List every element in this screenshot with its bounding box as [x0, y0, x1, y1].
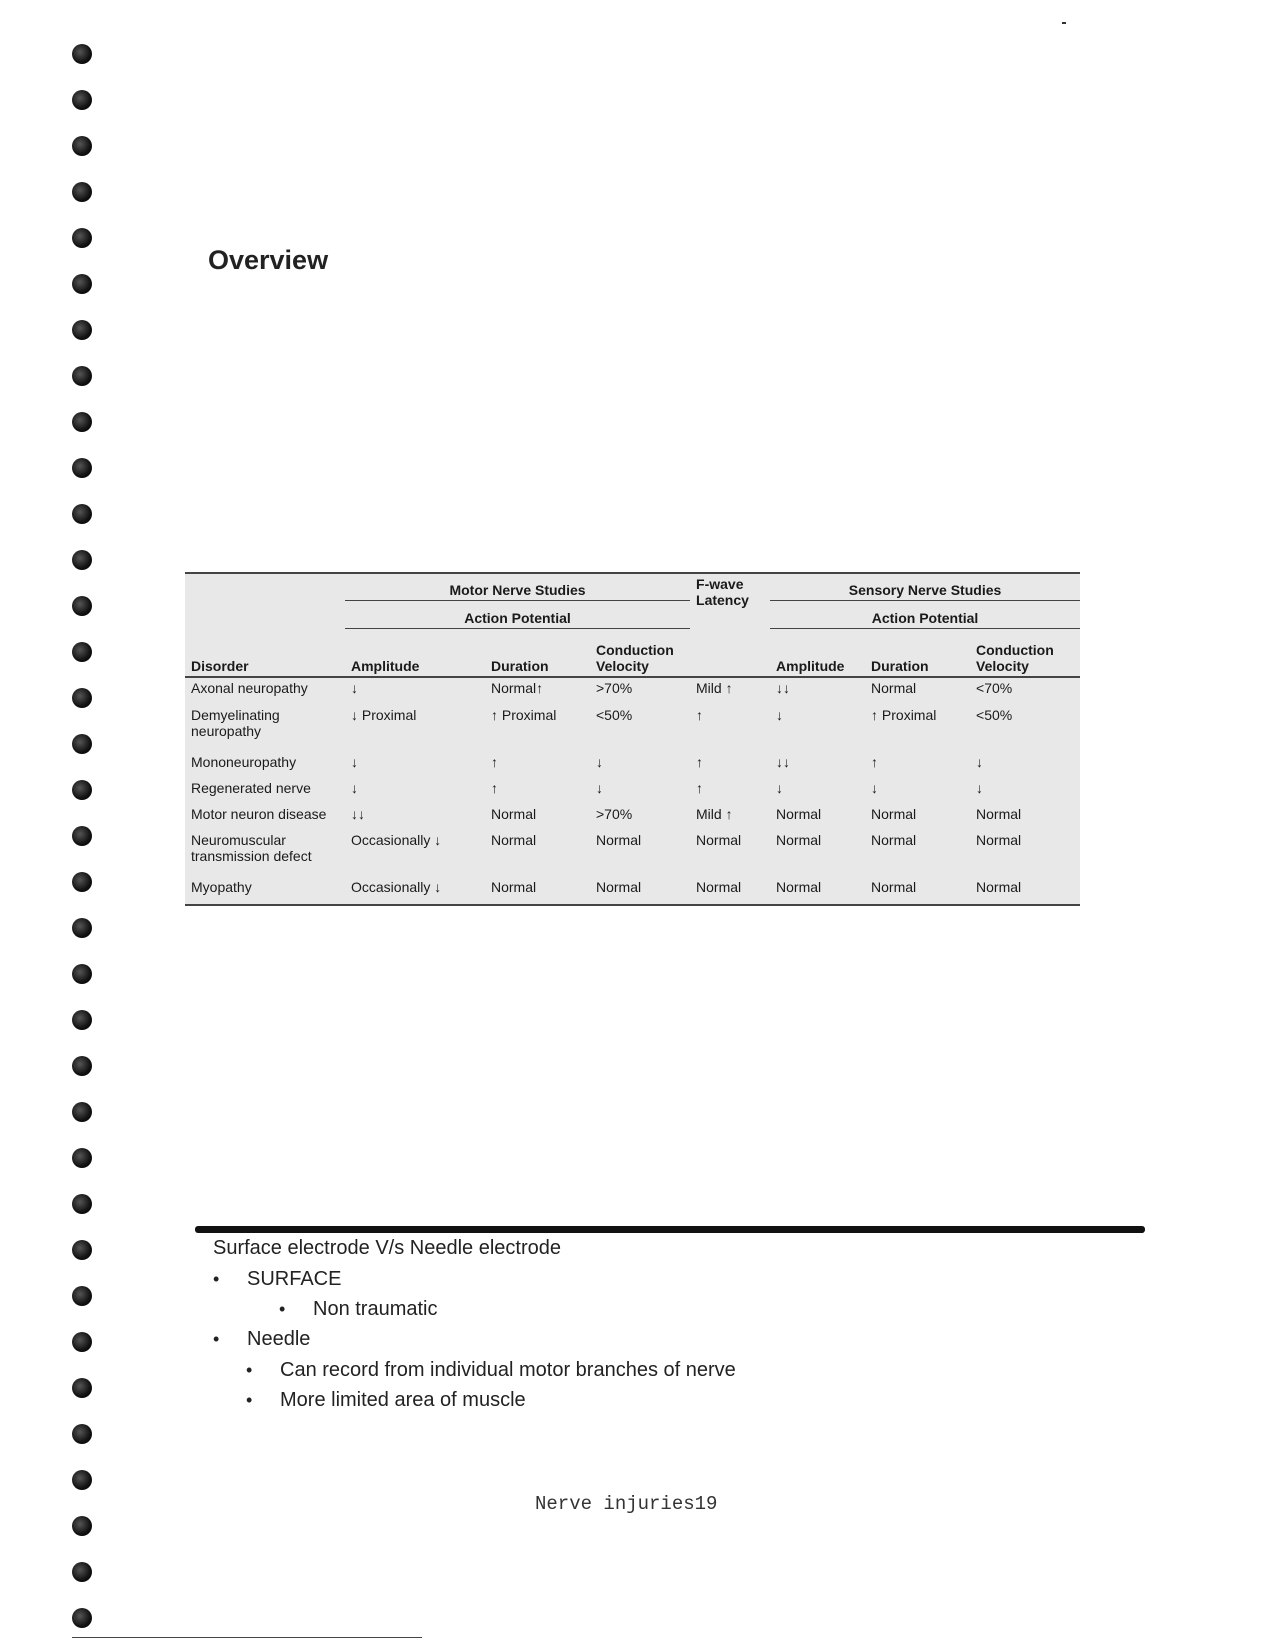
bottom-rule: [72, 1637, 422, 1638]
table-row: [185, 830, 1080, 877]
binder-hole: [72, 872, 92, 892]
cell-value: Normal: [491, 806, 537, 823]
bullet-item: • Needle: [247, 1324, 310, 1354]
binder-hole: [72, 182, 92, 202]
cell-disorder: Myopathy: [185, 877, 345, 905]
cell-value: ↓ Proximal: [351, 706, 417, 723]
binder-hole: [72, 734, 92, 754]
binder-hole: [72, 1378, 92, 1398]
binder-hole: [72, 412, 92, 432]
binder-hole: [72, 550, 92, 570]
cell-value: Normal: [976, 806, 1022, 823]
table-row: [185, 778, 1080, 804]
cell-value: Normal↑: [491, 680, 544, 697]
binder-hole: [72, 1056, 92, 1076]
cell-value: ↑: [696, 706, 704, 723]
binder-hole: [72, 964, 92, 984]
cell-value: ↓↓: [351, 806, 365, 823]
cell-value: ↓: [776, 780, 784, 797]
col-disorder: Disorder: [185, 628, 345, 677]
binder-hole: [72, 826, 92, 846]
cell-value: Normal: [696, 832, 742, 849]
binder-hole: [72, 366, 92, 386]
header-spacer: [185, 574, 345, 601]
bullet-item: • SURFACE: [247, 1264, 341, 1294]
binder-hole: [72, 1608, 92, 1628]
cell-value: ↑: [871, 753, 879, 770]
cell-value: <50%: [976, 706, 1013, 723]
col-motor-velocity: Conduction Velocity: [590, 628, 690, 677]
motor-action-potential-header: Action Potential: [345, 601, 690, 628]
cell-value: Normal: [776, 832, 822, 849]
cell-value: ↓: [871, 780, 879, 797]
binder-hole: [72, 780, 92, 800]
binder-hole: [72, 1148, 92, 1168]
cell-value: ↓: [596, 780, 603, 797]
cell-value: Mild ↑: [696, 680, 733, 697]
cell-disorder: Demyelinating neuropathy: [191, 706, 280, 739]
cell-value: Normal: [485, 877, 590, 905]
cell-value: Normal: [596, 832, 642, 849]
nerve-study-grid: [185, 574, 1080, 906]
cell-value: Normal: [865, 877, 970, 905]
cell-disorder: Regenerated nerve: [191, 780, 311, 797]
cell-value: >70%: [596, 806, 633, 823]
scan-mark: [1062, 22, 1066, 24]
binder-hole: [72, 1286, 92, 1306]
cell-value: <50%: [596, 706, 633, 723]
binder-hole: [72, 1562, 92, 1582]
binder-hole: [72, 320, 92, 340]
motor-studies-header: Motor Nerve Studies: [345, 574, 690, 601]
binder-hole: [72, 504, 92, 524]
bullet-list-surface: [247, 1264, 341, 1294]
nerve-study-table: [185, 572, 1080, 906]
page-title: Overview: [208, 245, 329, 275]
table-row: [185, 752, 1080, 778]
cell-value: Normal: [590, 877, 690, 905]
section-divider: [195, 1226, 1145, 1233]
bullet-item: • Can record from individual motor branches of nerve: [280, 1355, 736, 1385]
cell-value: ↓: [351, 780, 358, 797]
cell-value: ↓↓: [776, 680, 791, 697]
cell-value: ↓: [776, 706, 784, 723]
binder-hole: [72, 1516, 92, 1536]
cell-value: ↓: [351, 753, 358, 770]
cell-value: Occasionally ↓: [345, 877, 485, 905]
binder-hole: [72, 1332, 92, 1352]
cell-value: ↓: [976, 753, 984, 770]
binder-hole: [72, 90, 92, 110]
table-row: [185, 877, 1080, 905]
cell-value: ↑: [491, 753, 498, 770]
cell-value: ↑: [696, 780, 704, 797]
binder-hole: [72, 1194, 92, 1214]
binder-hole: [72, 136, 92, 156]
cell-value: Normal: [871, 832, 917, 849]
binder-hole: [72, 1470, 92, 1490]
fwave-header: F-wave Latency: [696, 576, 749, 608]
cell-disorder: Neuromuscular transmission defect: [191, 832, 312, 865]
sensory-studies-header: Sensory Nerve Studies: [770, 574, 1080, 601]
binder-hole: [72, 1424, 92, 1444]
page-footer: Nerve injuries19: [535, 1493, 718, 1515]
binder-hole: [72, 1240, 92, 1260]
cell-value: Normal: [871, 806, 917, 823]
cell-value: Normal: [871, 680, 917, 697]
binder-hole: [72, 596, 92, 616]
sensory-action-potential-header: Action Potential: [770, 601, 1080, 628]
col-fwave: [690, 628, 770, 677]
cell-value: ↓↓: [776, 753, 791, 770]
cell-value: Normal: [770, 877, 865, 905]
cell-value: Normal: [690, 877, 770, 905]
cell-value: ↓: [351, 680, 358, 697]
cell-disorder: Motor neuron disease: [191, 806, 327, 823]
col-sensory-amplitude: Amplitude: [770, 628, 865, 677]
table-row: [185, 677, 1080, 704]
cell-disorder: Axonal neuropathy: [191, 680, 308, 697]
bullet-sublist-surface: [313, 1294, 438, 1324]
cell-value: Normal: [491, 832, 537, 849]
binder-hole: [72, 688, 92, 708]
col-motor-duration: Duration: [485, 628, 590, 677]
cell-value: ↑ Proximal: [491, 706, 557, 723]
col-sensory-duration: Duration: [865, 628, 970, 677]
binder-hole: [72, 1102, 92, 1122]
bullet-sublist-needle: [280, 1355, 736, 1415]
bullet-item: • Non traumatic: [313, 1294, 438, 1324]
col-sensory-velocity: Conduction Velocity: [970, 628, 1080, 677]
cell-value: Mild ↑: [696, 806, 733, 823]
cell-value: <70%: [976, 680, 1013, 697]
bullet-list-needle: [247, 1324, 310, 1354]
binder-hole: [72, 458, 92, 478]
cell-value: ↑: [696, 753, 704, 770]
col-motor-amplitude: Amplitude: [345, 628, 485, 677]
binder-hole: [72, 1010, 92, 1030]
binder-hole: [72, 274, 92, 294]
section-subheading: Surface electrode V/s Needle electrode: [213, 1237, 561, 1259]
binder-hole: [72, 642, 92, 662]
table-row: [185, 804, 1080, 830]
binder-hole: [72, 44, 92, 64]
cell-value: Normal: [970, 877, 1080, 905]
cell-value: Normal: [776, 806, 822, 823]
binder-hole: [72, 228, 92, 248]
cell-value: Normal: [976, 832, 1022, 849]
cell-value: ↓: [976, 780, 984, 797]
binder-hole: [72, 918, 92, 938]
cell-value: ↑: [491, 780, 498, 797]
header-spacer: [185, 601, 345, 628]
cell-value: ↑ Proximal: [871, 706, 937, 723]
cell-value: Occasionally ↓: [351, 832, 442, 849]
bullet-item: • More limited area of muscle: [280, 1385, 736, 1415]
cell-value: >70%: [596, 680, 633, 697]
binder-holes: [72, 44, 96, 1624]
cell-value: ↓: [596, 753, 603, 770]
cell-disorder: Mononeuropathy: [191, 753, 297, 770]
table-row: [185, 705, 1080, 752]
